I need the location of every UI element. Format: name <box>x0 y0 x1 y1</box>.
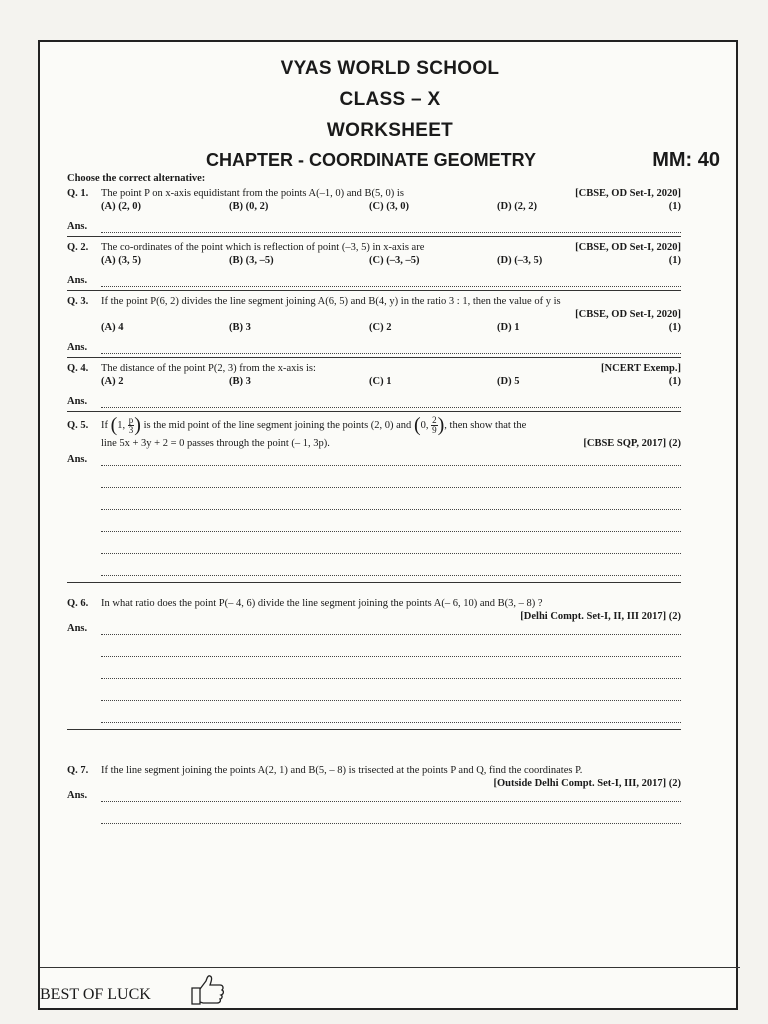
answer-line <box>101 679 681 701</box>
question-text: The point P on x-axis equidistant from the points A(–1, 0) and B(5, 0) is <box>101 188 404 199</box>
divider <box>67 290 681 291</box>
question-text: In what ratio does the point P(– 4, 6) divide the line segment joining the points A(– 6, 10) and B(3, – 8) ? <box>101 598 543 609</box>
question-text-line2: line 5x + 3y + 2 = 0 passes through the point (– 1, 3p). <box>101 438 330 449</box>
answer-line <box>101 224 681 233</box>
answer-line <box>101 510 681 532</box>
question-source: [Outside Delhi Compt. Set-I, III, 2017] (2) <box>493 778 681 789</box>
fraction-lead: 1, <box>117 419 126 431</box>
question-5: Q. 5. If (1, $\frac{p}{3}$ ) is the mid point of the line segment joining the points (2, 0) and (0, $\frac{2}{9}$ ), then show that the line 5x + 3y + 2 = 0 passes through the point (– 1, 3p). [CBSE SQP, 2017] (2) Ans. <box>67 416 681 583</box>
best-of-luck-text: BEST OF LUCK <box>40 986 151 1003</box>
answer-line <box>101 278 681 287</box>
question-marks: (1) <box>668 322 681 333</box>
question-number: Q. 4. <box>67 363 89 374</box>
worksheet-title: WORKSHEET <box>326 120 454 141</box>
answer-line <box>101 626 681 635</box>
question-section <box>67 172 681 824</box>
question-marks: (1) <box>668 201 681 212</box>
option-b: (B) (3, –5) <box>229 255 274 266</box>
answer-line <box>101 701 681 723</box>
question-source: [CBSE, OD Set-I, 2020] <box>575 242 681 253</box>
answer-label: Ans. <box>67 221 88 232</box>
question-text-pre: If <box>101 419 108 431</box>
question-number: Q. 2. <box>67 242 89 253</box>
fraction-p-over-3: $\frac{p}{3}$ <box>128 415 134 435</box>
question-7 <box>67 764 681 824</box>
chapter-title: CHAPTER - COORDINATE GEOMETRY <box>206 150 537 170</box>
question-source: [CBSE, OD Set-I, 2020] <box>575 188 681 199</box>
answer-line <box>101 554 681 576</box>
divider <box>67 582 681 583</box>
question-4 <box>67 362 681 412</box>
option-b: (B) (0, 2) <box>229 201 269 212</box>
divider <box>67 729 681 730</box>
divider <box>67 236 681 237</box>
answer-line <box>101 488 681 510</box>
option-a: (A) 4 <box>101 322 124 333</box>
school-name: VYAS WORLD SCHOOL <box>280 58 500 79</box>
answer-line <box>101 345 681 354</box>
answer-line <box>101 457 681 466</box>
divider <box>67 357 681 358</box>
question-text: If the line segment joining the points A(2, 1) and B(5, – 8) is trisected at the points P and Q, find the coordinates P. <box>101 765 583 776</box>
question-number: Q. 7. <box>67 765 89 776</box>
answer-line <box>101 466 681 488</box>
option-a: (A) (3, 5) <box>101 255 141 266</box>
answer-label: Ans. <box>67 396 88 407</box>
fraction-2-over-9: $\frac{2}{9}$ <box>432 415 437 435</box>
answer-label: Ans. <box>67 623 88 634</box>
answer-line <box>101 793 681 802</box>
option-b: (B) 3 <box>229 376 251 387</box>
question-marks: (1) <box>668 255 681 266</box>
option-a: (A) (2, 0) <box>101 201 141 212</box>
option-d: (D) 5 <box>497 376 520 387</box>
question-1 <box>67 187 681 237</box>
question-text-post: , then show that the <box>444 419 527 431</box>
answer-label: Ans. <box>67 342 88 353</box>
answer-label: Ans. <box>67 275 88 286</box>
option-a: (A) 2 <box>101 376 124 387</box>
question-source: [Delhi Compt. Set-I, II, III 2017] (2) <box>520 611 681 622</box>
option-d: (D) (2, 2) <box>497 201 537 212</box>
question-text: The distance of the point P(2, 3) from the x-axis is: <box>101 363 316 374</box>
question-source: [CBSE, OD Set-I, 2020] <box>575 309 681 320</box>
answer-label: Ans. <box>67 454 88 465</box>
question-number: Q. 3. <box>67 296 89 307</box>
answer-label: Ans. <box>67 790 88 801</box>
option-c: (C) 2 <box>369 322 392 333</box>
answer-line <box>101 802 681 824</box>
answer-line <box>101 657 681 679</box>
option-d: (D) 1 <box>497 322 520 333</box>
question-3 <box>67 295 681 358</box>
question-number: Q. 5. <box>67 420 89 431</box>
class-title: CLASS – X <box>339 89 441 110</box>
question-6 <box>67 597 681 730</box>
question-number: Q. 6. <box>67 598 89 609</box>
question-source: [NCERT Exemp.] <box>601 363 681 374</box>
question-source: [CBSE SQP, 2017] (2) <box>583 438 681 449</box>
question-text: If the point P(6, 2) divides the line segment joining A(6, 5) and B(4, y) in the ratio 3 : 1, then the value of y is <box>101 296 561 307</box>
answer-line <box>101 532 681 554</box>
question-text: The co-ordinates of the point which is reflection of point (–3, 5) in x-axis are <box>101 242 425 253</box>
question-2 <box>67 241 681 291</box>
option-b: (B) 3 <box>229 322 251 333</box>
max-marks: MM: 40 <box>652 149 720 171</box>
option-d: (D) (–3, 5) <box>497 255 543 266</box>
fraction-lead: 0, <box>420 419 429 431</box>
question-marks: (1) <box>668 376 681 387</box>
question-number: Q. 1. <box>67 188 89 199</box>
instruction: Choose the correct alternative: <box>67 173 206 184</box>
thumbs-up-icon <box>186 974 226 1011</box>
divider <box>67 411 681 412</box>
answer-line <box>101 635 681 657</box>
option-c: (C) (3, 0) <box>369 201 409 212</box>
answer-line <box>101 399 681 408</box>
option-c: (C) 1 <box>369 376 392 387</box>
option-c: (C) (–3, –5) <box>369 255 420 266</box>
footer <box>40 967 740 1011</box>
question-text-mid: is the mid point of the line segment joining the points (2, 0) and <box>143 419 412 431</box>
